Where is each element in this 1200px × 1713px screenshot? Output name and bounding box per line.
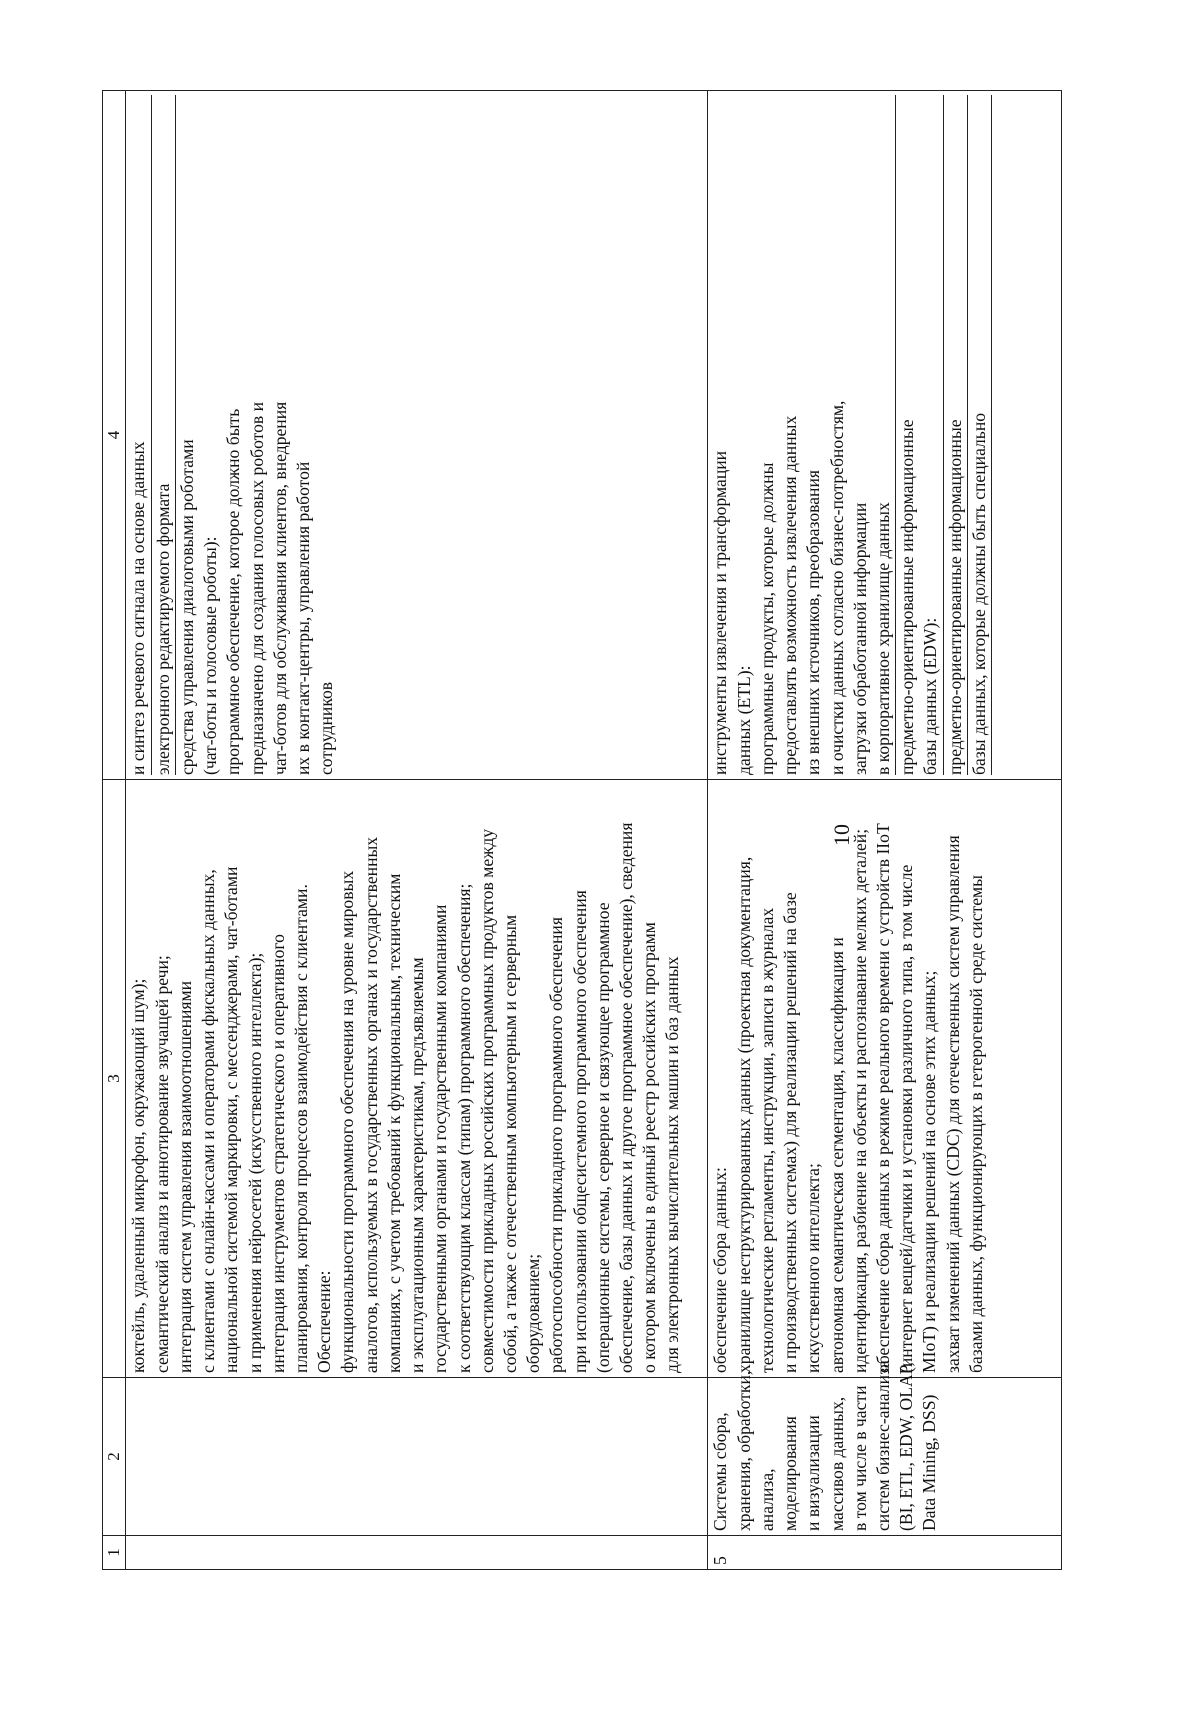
requirements-table bbox=[102, 90, 1062, 1570]
table-row bbox=[708, 91, 1062, 1570]
description-line: и производственных системах) для реализации решений на базе bbox=[780, 892, 801, 1373]
software-line: в корпоративное хранилище данных bbox=[872, 95, 896, 775]
software-line: чат-ботов для обслуживания клиентов, внедрения bbox=[269, 401, 290, 775]
software-line: предметно-ориентированные информационные bbox=[944, 95, 968, 775]
software-line: средства управления диалоговыми роботами bbox=[176, 439, 197, 775]
description-line: при использовании общесистемного программного обеспечения bbox=[569, 890, 590, 1373]
description-line: и применения нейросетей (искусственного интеллекта); bbox=[244, 952, 265, 1373]
description-line: аналогов, используемых в государственных органах и государственных bbox=[360, 836, 381, 1373]
table-row bbox=[126, 91, 708, 1570]
category-name-line: массивов данных, bbox=[826, 1396, 847, 1531]
description-line: искусственного интеллекта; bbox=[803, 1163, 824, 1373]
category-name-line: Data Mining, DSS) bbox=[919, 1394, 940, 1531]
description-line: работоспособности прикладного программного обеспечения bbox=[546, 917, 567, 1373]
row2-name-cell bbox=[708, 1360, 1062, 1536]
description-line: оборудованием; bbox=[523, 1253, 544, 1373]
description-line: Обеспечение: bbox=[314, 1270, 335, 1373]
description-line: государственными органами и государственными компаниями bbox=[430, 904, 451, 1373]
description-line: MIoT) и реализации решений на основе этих данных; bbox=[919, 970, 940, 1373]
description-line: семантический анализ и аннотирование звучащей речи; bbox=[151, 955, 172, 1373]
description-line: функциональности программного обеспечения на уровне мировых bbox=[337, 870, 358, 1373]
description-line: автономная семантическая сегментация, классификация и bbox=[826, 937, 847, 1373]
header-col-4: 4 bbox=[103, 91, 126, 780]
description-line: базами данных, функционирующих в гетерогенной среде системы bbox=[965, 875, 986, 1373]
software-line: из внешних источников, преобразования bbox=[803, 470, 824, 775]
description-line: планирования, контроля процессов взаимодействия с клиентами. bbox=[290, 884, 311, 1373]
category-name-line: систем бизнес-анализа bbox=[872, 1360, 893, 1531]
row2-description-cell bbox=[708, 780, 1062, 1378]
description-line: интеграция систем управления взаимоотношениями bbox=[174, 980, 195, 1373]
description-line: интеграция инструментов стратегического и оперативного bbox=[267, 934, 288, 1373]
description-line: собой, а также с отечественным компьютерным и серверным bbox=[499, 914, 520, 1373]
row2-software-cell bbox=[708, 91, 1062, 780]
row1-name-cell bbox=[126, 1378, 708, 1536]
software-line: программное обеспечение, которое должно быть bbox=[223, 408, 244, 775]
category-name-line: в том числе в части bbox=[849, 1385, 870, 1531]
software-line: сотрудников bbox=[316, 681, 337, 775]
category-name-line: хранения, обработки, bbox=[733, 1370, 754, 1531]
software-line: предоставлять возможность извлечения данных bbox=[780, 415, 801, 775]
description-line: национальной системой маркировки, с мессенджерами, чат-ботами bbox=[221, 866, 242, 1373]
description-line: захват изменений данных (CDC) для отечественных систем управления bbox=[942, 835, 963, 1373]
description-line: обеспечение сбора данных в режиме реального времени с устройств IIoT bbox=[872, 823, 893, 1373]
software-line: данных (ETL): bbox=[733, 665, 754, 775]
description-line: для электронных вычислительных машин и баз данных bbox=[662, 956, 683, 1373]
software-line: и синтез речевого сигнала на основе данных bbox=[127, 95, 151, 775]
header-row bbox=[103, 91, 126, 1570]
description-line: (интернет вещей/датчики и установки различного типа, в том числе bbox=[896, 864, 917, 1373]
category-name-line: моделирования bbox=[780, 1416, 801, 1531]
page-number: 10 bbox=[829, 824, 854, 846]
description-line: компаниях, с учетом требований к функциональным, техническим bbox=[383, 873, 404, 1373]
software-line: загрузки обработанной информации bbox=[849, 502, 870, 775]
category-name-line: (BI, ETL, EDW, OLAP, bbox=[896, 1362, 917, 1531]
software-line: и очистки данных согласно бизнес-потребностям, bbox=[826, 400, 847, 775]
software-line: базы данных, которые должны быть специально bbox=[968, 95, 992, 775]
rotated-table-container bbox=[102, 90, 1062, 1570]
category-name-line: и визуализации bbox=[803, 1415, 824, 1531]
description-line: и эксплуатационным характеристикам, предъявляемым bbox=[407, 957, 428, 1373]
software-line: предназначено для создания голосовых роботов и bbox=[246, 401, 267, 775]
software-line: их в контакт-центры, управления работой bbox=[292, 461, 313, 775]
header-col-3: 3 bbox=[103, 780, 126, 1378]
description-line: к соответствующим классам (типам) программного обеспечения; bbox=[453, 883, 474, 1373]
software-line: электронного редактируемого формата bbox=[152, 95, 176, 775]
category-name-line: анализа, bbox=[756, 1468, 777, 1531]
description-line: о котором включены в единый реестр российских программ bbox=[639, 922, 660, 1373]
software-line: программные продукты, которые должны bbox=[756, 462, 777, 775]
software-line: инструменты извлечения и трансформации bbox=[710, 450, 731, 775]
description-line: обеспечение, базы данных и другое программное обеспечение), сведения bbox=[616, 822, 637, 1373]
description-line: коктейль, удаленный микрофон, окружающий шум); bbox=[128, 978, 149, 1373]
header-col-1: 1 bbox=[103, 1536, 126, 1570]
software-line: (чат-боты и голосовые роботы): bbox=[200, 536, 221, 775]
software-line: базы данных (EDW): bbox=[919, 95, 943, 775]
header-col-2: 2 bbox=[103, 1378, 126, 1536]
description-line: с клиентами с онлайн-кассами и операторами фискальных данных, bbox=[198, 869, 219, 1373]
row1-software-cell bbox=[126, 91, 708, 780]
description-line: совместимости прикладных российских программных продуктов между bbox=[476, 828, 497, 1373]
description-line: обеспечение сбора данных: bbox=[710, 1167, 731, 1373]
category-name-line: Системы сбора, bbox=[710, 1412, 731, 1531]
row2-number-cell: 5 bbox=[708, 1536, 1062, 1570]
row1-description-cell bbox=[126, 780, 708, 1378]
description-line: хранилище неструктурированных данных (проектная документация, bbox=[733, 856, 754, 1373]
software-line: предметно-ориентированные информационные bbox=[897, 419, 918, 775]
description-line: идентификация, разбиение на объекты и распознавание мелких деталей; bbox=[849, 828, 870, 1373]
row1-number-cell bbox=[126, 1536, 708, 1570]
description-line: технологические регламенты, инструкции, записи в журналах bbox=[756, 907, 777, 1373]
description-line: (операционные системы, серверное и связующее программное bbox=[592, 902, 613, 1373]
